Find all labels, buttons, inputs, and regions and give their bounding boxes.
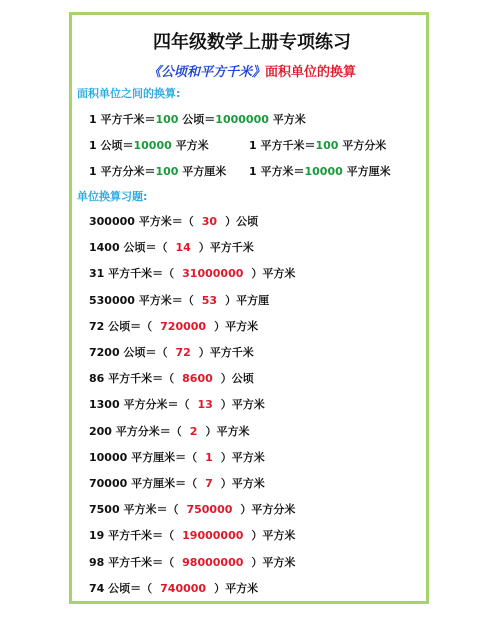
exercise-row — [89, 241, 254, 255]
exercise-unit: ）公顷 — [220, 372, 254, 386]
exercise-question: 530000 平方米＝（ — [89, 293, 194, 307]
exercise-question: 74 公顷＝（ — [89, 581, 153, 595]
exercise-answer: 2 — [189, 424, 198, 438]
exercise-unit: ）平方米 — [251, 529, 296, 543]
exercise-row — [89, 477, 265, 491]
relation-row: 1 公顷＝10000 平方米 — [89, 139, 209, 152]
exercise-unit: ）平方米 — [251, 555, 296, 569]
exercise-row — [89, 529, 295, 543]
subtitle-topic: 《公顷和平方千米》 — [147, 65, 265, 80]
exercise-question: 7500 平方米＝（ — [89, 503, 179, 517]
exercise-unit: ）平方千米 — [198, 241, 254, 255]
exercise-answer: 720000 — [160, 319, 207, 333]
exercise-answer: 31000000 — [182, 267, 244, 281]
exercise-unit: ）平方米 — [214, 581, 259, 595]
relation-row: 1 平方分米＝100 平方厘米 — [89, 165, 227, 178]
exercise-row — [89, 372, 254, 386]
exercise-answer: 1 — [205, 450, 213, 464]
exercise-answer: 30 — [201, 215, 218, 228]
exercise-row — [89, 425, 249, 439]
exercise-unit: ）平方米 — [251, 267, 296, 281]
exercise-answer: 8600 — [182, 372, 213, 386]
exercise-row — [89, 398, 265, 412]
exercise-unit: ）平方米 — [214, 319, 259, 333]
exercise-question: 72 公顷＝（ — [89, 319, 153, 333]
exercise-unit: ）平方米 — [220, 450, 265, 464]
exercise-unit: ）平方分米 — [240, 503, 296, 517]
exercise-row — [89, 215, 258, 229]
worksheet — [69, 12, 429, 604]
exercise-question: 86 平方千米＝（ — [89, 372, 175, 386]
exercise-question: 19 平方千米＝（ — [89, 529, 175, 543]
exercise-answer: 98000000 — [182, 555, 244, 569]
exercise-unit: ）平方米 — [205, 424, 250, 438]
relations-header: 面积单位之间的换算: — [77, 87, 181, 100]
relation-row: 1 平方千米＝100 平方分米 — [249, 139, 387, 152]
exercise-answer: 53 — [201, 293, 218, 307]
exercise-unit: ）公顷 — [225, 215, 259, 228]
exercise-answer: 19000000 — [182, 529, 244, 543]
exercise-row — [89, 267, 295, 281]
exercise-unit: ）平方米 — [220, 477, 265, 490]
exercise-question: 98 平方千米＝（ — [89, 555, 175, 569]
exercise-row — [89, 503, 295, 517]
exercise-question: 10000 平方厘米＝（ — [89, 450, 198, 464]
exercise-row — [89, 294, 269, 308]
exercise-answer: 14 — [175, 241, 191, 255]
exercises-header: 单位换算习题: — [77, 190, 148, 203]
exercise-unit: ）平方千米 — [198, 346, 254, 359]
exercise-answer: 7 — [205, 477, 213, 490]
exercise-row — [89, 346, 254, 360]
exercise-question: 1300 平方分米＝（ — [89, 398, 190, 412]
exercise-answer: 750000 — [186, 503, 233, 517]
exercise-question: 70000 平方厘米＝（ — [89, 477, 198, 490]
worksheet-title: 四年级数学上册专项练习 — [153, 32, 351, 53]
relation-row: 1 平方米＝10000 平方厘米 — [249, 165, 391, 178]
exercise-unit: ）平方厘 — [225, 293, 270, 307]
exercise-question: 300000 平方米＝（ — [89, 215, 194, 228]
exercise-row — [89, 582, 258, 596]
exercise-answer: 13 — [197, 398, 213, 412]
exercise-row — [89, 451, 265, 465]
exercise-question: 1400 公顷＝（ — [89, 241, 168, 255]
exercise-row — [89, 320, 258, 334]
relation-row: 1 平方千米＝100 公顷＝1000000 平方米 — [89, 113, 306, 126]
exercise-row — [89, 556, 295, 570]
exercise-answer: 740000 — [160, 581, 207, 595]
exercise-question: 200 平方分米＝（ — [89, 424, 182, 438]
subtitle-suffix: 面积单位的换算 — [265, 65, 357, 80]
exercise-unit: ）平方米 — [220, 398, 265, 412]
worksheet-subtitle — [72, 65, 432, 81]
exercise-answer: 72 — [175, 346, 191, 359]
exercise-question: 31 平方千米＝（ — [89, 267, 175, 281]
exercise-question: 7200 公顷＝（ — [89, 346, 168, 359]
